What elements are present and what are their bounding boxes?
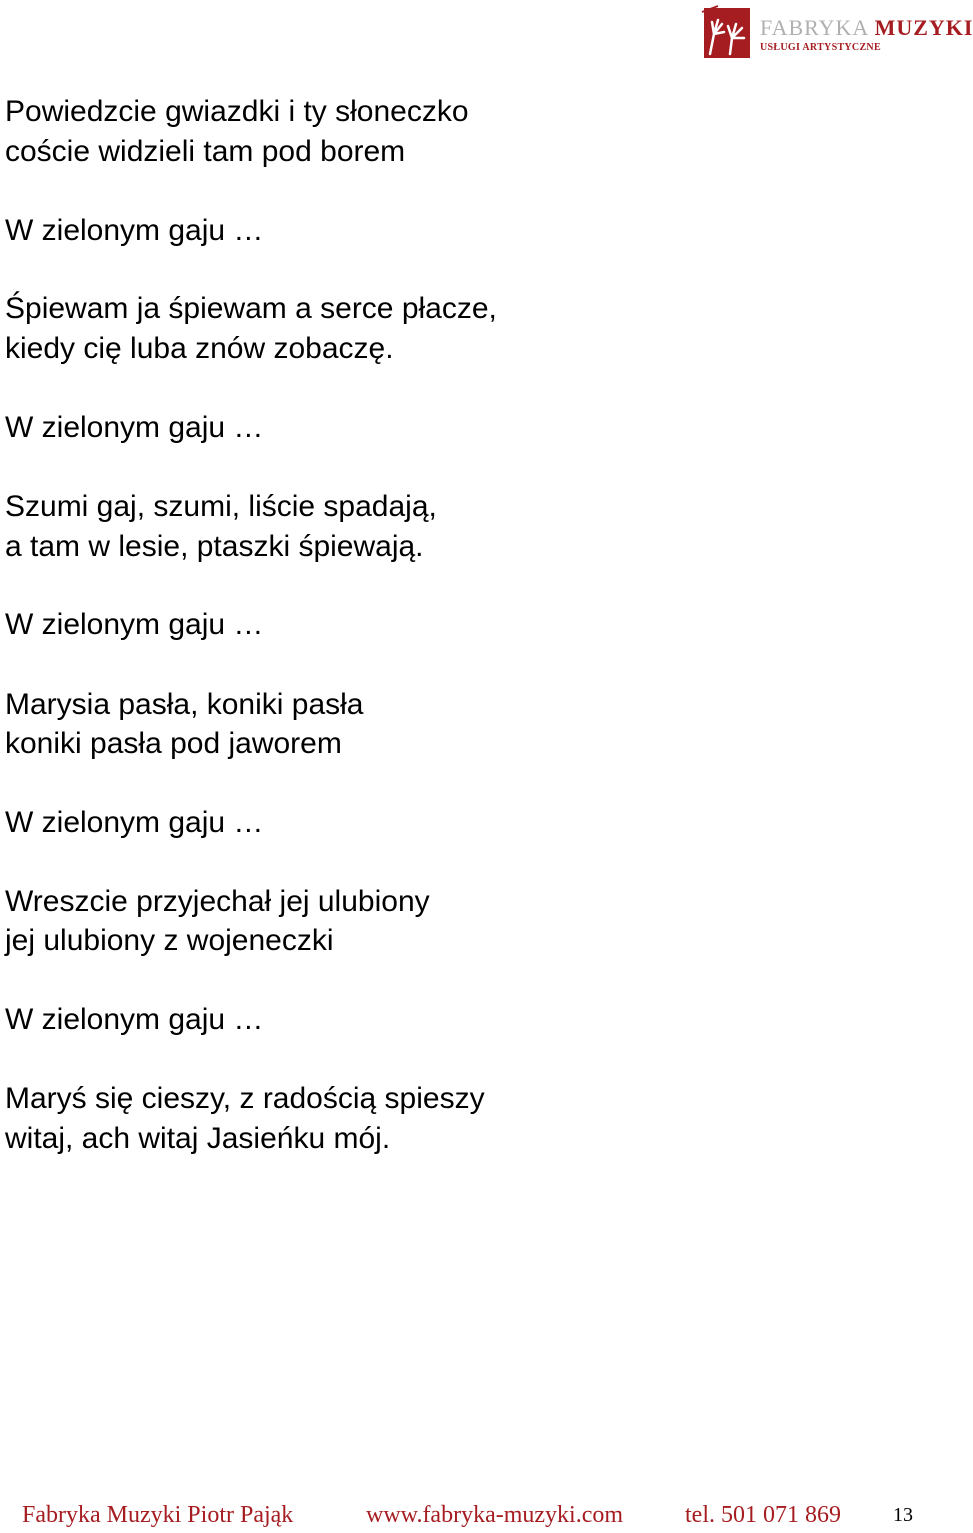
company-logo — [700, 4, 973, 62]
hands-logo-icon — [700, 4, 754, 62]
logo-wordmark — [760, 16, 973, 40]
page-footer — [0, 1497, 960, 1533]
lyric-line: Szumi gaj, szumi, liście spadają, — [5, 490, 437, 523]
lyric-refrain: W zielonym gaju … — [5, 214, 264, 247]
lyric-line: Wreszcie przyjechał jej ulubiony — [5, 885, 430, 918]
lyric-line: coście widzieli tam pod borem — [5, 135, 406, 168]
lyric-line: Maryś się cieszy, z radością spieszy — [5, 1082, 485, 1115]
footer-phone: tel. 501 071 869 — [685, 1502, 841, 1528]
page-number: 13 — [893, 1504, 913, 1526]
logo-tagline: USŁUGI ARTYSTYCZNE — [760, 42, 881, 53]
lyric-refrain: W zielonym gaju … — [5, 411, 264, 444]
footer-company: Fabryka Muzyki Piotr Pająk — [22, 1502, 294, 1528]
lyric-line: koniki pasła pod jaworem — [5, 727, 342, 760]
lyric-line: Śpiewam ja śpiewam a serce płacze, — [5, 292, 497, 325]
footer-website-link[interactable]: www.fabryka-muzyki.com — [366, 1502, 624, 1528]
lyric-line: Marysia pasła, koniki pasła — [5, 688, 364, 721]
lyric-line: Powiedzcie gwiazdki i ty słoneczko — [5, 95, 469, 128]
lyric-refrain: W zielonym gaju … — [5, 1003, 264, 1036]
lyric-refrain: W zielonym gaju … — [5, 608, 264, 641]
lyric-line: jej ulubiony z wojeneczki — [5, 924, 334, 957]
logo-word-fabryka: FABRYKA — [760, 15, 869, 40]
lyric-line: a tam w lesie, ptaszki śpiewają. — [5, 530, 424, 563]
lyric-refrain: W zielonym gaju … — [5, 806, 264, 839]
logo-word-muzyki: MUZYKI — [874, 15, 973, 40]
lyric-line: witaj, ach witaj Jasieńku mój. — [5, 1122, 391, 1155]
lyric-line: kiedy cię luba znów zobaczę. — [5, 332, 394, 365]
